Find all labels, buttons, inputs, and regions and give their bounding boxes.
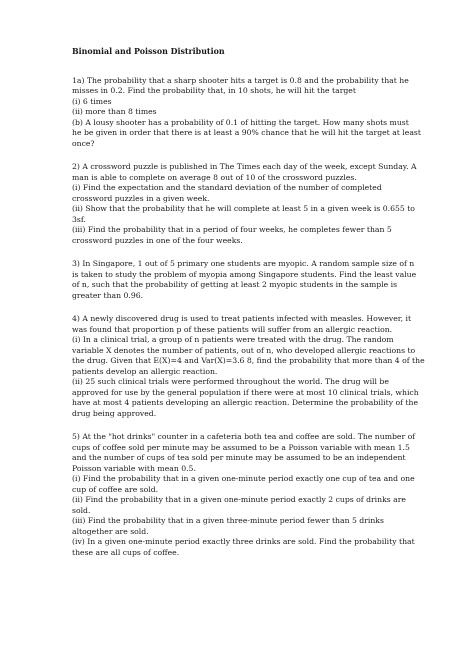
question-line: patients develop an allergic reaction. [72, 366, 218, 376]
question-line: these are all cups of coffee. [72, 547, 180, 557]
question-1 [72, 76, 434, 150]
question-5 [72, 432, 434, 558]
question-line: (iv) In a given one-minute period exactly three drinks are sold. Find the probability that [72, 537, 415, 546]
question-line: 1a) The probability that a sharp shooter hits a target is 0.8 and the probability that he [72, 75, 409, 85]
question-3 [72, 259, 434, 301]
question-line: was found that proportion p of these patients will suffer from an allergic reaction. [72, 324, 393, 334]
question-line: sold. [72, 505, 91, 515]
question-2 [72, 162, 434, 246]
question-line: crossword puzzles in one of the four weeks. [72, 235, 243, 245]
question-line: and the number of cups of tea sold per minute may be assumed to be an independent [72, 453, 406, 462]
question-line: approved for use by the general population if there were at most 10 clinical trials, which [72, 387, 419, 397]
question-line: (ii) more than 8 times [72, 107, 157, 116]
question-line: (ii) 25 such clinical trials were performed throughout the world. The drug will be [72, 377, 389, 386]
question-line: man is able to complete on average 8 out of 10 of the crossword puzzles. [72, 172, 357, 182]
question-line: drug being approved. [72, 408, 157, 418]
question-line: (iii) Find the probability that in a given three-minute period fewer than 5 drinks [72, 516, 384, 525]
question-line: of n, such that the probability of getting at least 2 myopic students in the sample is [72, 280, 398, 289]
question-4 [72, 314, 434, 419]
question-line: 3sf. [72, 214, 86, 224]
question-line: 5) At the "hot drinks" counter in a cafeteria both tea and coffee are sold. The number of [72, 432, 416, 441]
document-title: Binomial and Poisson Distribution [72, 47, 225, 56]
question-line: 4) A newly discovered drug is used to treat patients infected with measles. However, it [72, 314, 412, 323]
question-line: (i) In a clinical trial, a group of n patients were treated with the drug. The random [72, 335, 394, 344]
question-line: the drug. Given that E(X)=4 and Var(X)=3.6 8, find the probability that more than 4 of the [72, 356, 425, 365]
question-line: he be given in order that there is at least a 90% chance that he will hit the target at least [72, 128, 421, 137]
question-line: (b) A lousy shooter has a probability of 0.1 of hitting the target. How many shots must [72, 117, 409, 127]
question-line: Poisson variable with mean 0.5. [72, 463, 196, 473]
question-line: (i) Find the probability that in a given one-minute period exactly one cup of tea and one [72, 474, 415, 483]
question-line: altogether are sold. [72, 526, 149, 536]
question-line: variable X denotes the number of patients, out of n, who developed allergic reactions to [72, 345, 416, 355]
question-line: crossword puzzles in a given week. [72, 193, 210, 203]
question-line: (i) Find the expectation and the standard deviation of the number of completed [72, 183, 382, 192]
question-line: (i) 6 times [72, 96, 112, 106]
question-line: 3) In Singapore, 1 out of 5 primary one students are myopic. A random sample size of n [72, 259, 415, 268]
question-line: is taken to study the problem of myopia among Singapore students. Find the least value [72, 269, 417, 279]
question-line: (iii) Find the probability that in a period of four weeks, he completes fewer than 5 [72, 225, 392, 234]
question-line: once? [72, 138, 95, 148]
question-line: have at most 4 patients developing an allergic reaction. Determine the probability of the [72, 398, 419, 407]
question-line: cups of coffee sold per minute may be assumed to be a Poisson variable with mean 1.5 [72, 442, 410, 452]
question-line: greater than 0.96. [72, 290, 144, 300]
question-line: (ii) Find the probability that in a given one-minute period exactly 2 cups of drinks are [72, 495, 406, 504]
question-line: 2) A crossword puzzle is published in The Times each day of the week, except Sunday. A [72, 162, 417, 171]
question-line: cup of coffee are sold. [72, 484, 159, 494]
question-line: (ii) Show that the probability that he will complete at least 5 in a given week is 0.655 to [72, 204, 415, 213]
question-line: misses in 0.2. Find the probability that, in 10 shots, he will hit the target [72, 86, 356, 95]
